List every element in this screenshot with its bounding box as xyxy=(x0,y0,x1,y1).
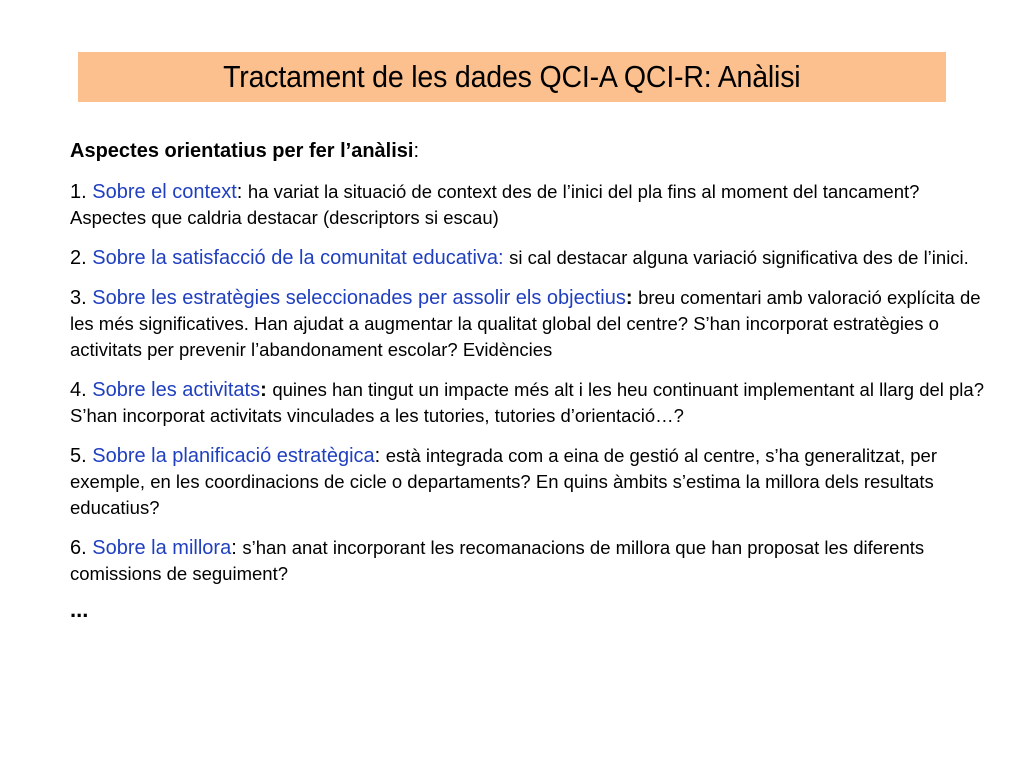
item-description: breu comentari amb valoració explícita de les més significatives. Han ajudat a augmentar la qualitat global del centre? S’han incorporat estratègies o activitats per prevenir l’abandonament escolar? Evidències xyxy=(70,287,981,360)
list-item xyxy=(70,179,990,231)
item-topic: Sobre la planificació estratègica xyxy=(92,445,375,467)
list-item xyxy=(70,443,990,521)
section-heading-colon: : xyxy=(413,140,420,162)
item-separator: : xyxy=(236,181,243,203)
item-separator: : xyxy=(260,379,267,401)
item-number: 3. xyxy=(70,287,87,309)
item-topic: Sobre la millora xyxy=(92,537,232,559)
item-description: està integrada com a eina de gestió al centre, s’ha generalitzat, per exemple, en les coordinacions de cicle o departaments? En quins àmbits s’estima la millora dels resultats educatius? xyxy=(70,445,937,518)
list-item xyxy=(70,285,990,363)
continuation-ellipsis: ... xyxy=(70,597,89,622)
item-separator: : xyxy=(374,445,381,467)
slide-content xyxy=(70,140,990,645)
slide-title: Tractament de les dades QCI-A QCI-R: Anàlisi xyxy=(223,59,801,94)
item-number: 2. xyxy=(70,247,87,269)
item-description: ha variat la situació de context des de l’inici del pla fins al moment del tancament? Aspectes que caldria destacar (descriptors si escau) xyxy=(70,181,920,228)
title-banner xyxy=(78,52,946,102)
section-heading-text: Aspectes orientatius per fer l’anàlisi xyxy=(70,140,414,162)
item-description: quines han tingut un impacte més alt i les heu continuant implementant al llarg del pla? S’han incorporat activitats vinculades a les tutories, tutories d’orientació…? xyxy=(70,379,984,426)
item-number: 6. xyxy=(70,537,87,559)
list-item xyxy=(70,377,990,429)
item-topic: Sobre el context xyxy=(92,181,237,203)
item-description: s’han anat incorporant les recomanacions de millora que han proposat les diferents comissions de seguiment? xyxy=(70,537,925,584)
section-heading xyxy=(70,140,990,163)
list-item xyxy=(70,535,990,587)
item-number: 5. xyxy=(70,445,87,467)
item-number: 4. xyxy=(70,379,87,401)
item-topic: Sobre les activitats xyxy=(92,379,261,401)
item-separator: : xyxy=(231,537,237,559)
item-description: si cal destacar alguna variació significativa des de l’inici. xyxy=(509,247,969,268)
item-separator: : xyxy=(625,287,633,309)
item-topic: Sobre les estratègies seleccionades per assolir els objectius xyxy=(92,287,626,309)
list-item xyxy=(70,245,990,271)
item-topic: Sobre la satisfacció de la comunitat educativa: xyxy=(92,247,504,269)
item-number: 1. xyxy=(70,181,87,203)
